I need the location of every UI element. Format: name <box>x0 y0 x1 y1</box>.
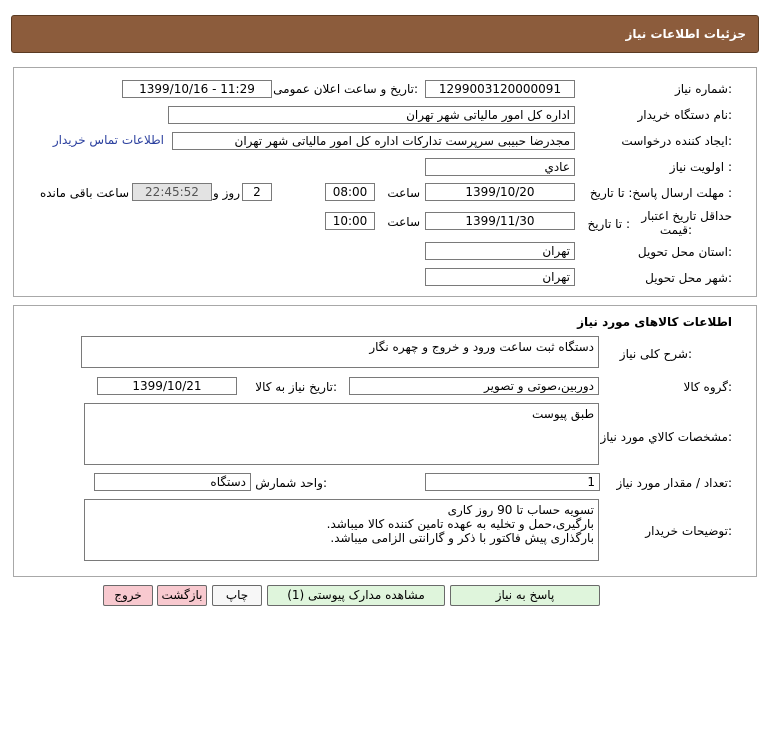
days-label: روز و <box>213 186 240 200</box>
goods-section-title: اطلاعات کالاهای مورد نیاز <box>577 315 732 329</box>
specs-label: مشخصات کالاي مورد نیاز: <box>600 430 732 444</box>
days-field: 2 <box>242 183 272 201</box>
priority-field: عادي <box>425 158 575 176</box>
goods-group-label: گروه کالا: <box>683 380 732 394</box>
reply-button[interactable]: پاسخ به نیاز <box>450 585 600 606</box>
province-label: استان محل تحویل: <box>637 245 732 259</box>
unit-field: دستگاه <box>94 473 251 491</box>
need-number-field: 1299003120000091 <box>425 80 575 98</box>
need-date-field: 1399/10/21 <box>97 377 237 395</box>
province-field: تهران <box>425 242 575 260</box>
page-header <box>11 15 759 53</box>
send-deadline-label: مهلت ارسال پاسخ: تا تاریخ : <box>589 186 732 200</box>
qty-label: تعداد / مقدار مورد نیاز: <box>616 476 732 490</box>
price-valid-label: حداقل تاریخ اعتبار <box>641 209 732 223</box>
unit-label: واحد شمارش: <box>255 476 327 490</box>
general-desc-label: شرح کلی نیاز: <box>619 347 692 361</box>
city-label: شهر محل تحویل: <box>645 271 732 285</box>
qty-field: 1 <box>425 473 600 491</box>
print-button[interactable]: چاپ <box>212 585 262 606</box>
price-valid-to-label: تا تاریخ : <box>587 217 630 231</box>
buyer-note-line: بارگیری،حمل و تخلیه به عهده تامین کننده کالا میباشد. <box>326 517 594 531</box>
need-number-label: شماره نیاز: <box>674 82 732 96</box>
buyer-org-field: اداره کل امور مالیاتی شهر تهران <box>168 106 575 124</box>
send-deadline-date-field: 1399/10/20 <box>425 183 575 201</box>
price-valid-date-field: 1399/11/30 <box>425 212 575 230</box>
remaining-time-field: 22:45:52 <box>132 183 212 201</box>
contact-buyer-link[interactable]: اطلاعات تماس خریدار <box>52 133 164 147</box>
city-field: تهران <box>425 268 575 286</box>
requester-field: مجدرضا حبیبی سرپرست تدارکات اداره کل امور مالیاتی شهر تهران <box>172 132 575 150</box>
price-valid-label-2: قیمت: <box>659 223 692 237</box>
requester-label: ایجاد کننده درخواست: <box>621 134 732 148</box>
priority-label: اولویت نیاز : <box>669 160 732 174</box>
view-attachments-button[interactable]: مشاهده مدارک پیوستی (1) <box>267 585 445 606</box>
remaining-time-label: ساعت باقی مانده <box>39 186 129 200</box>
price-valid-time-field: 10:00 <box>325 212 375 230</box>
announce-label: تاریخ و ساعت اعلان عمومی: <box>273 82 418 96</box>
buyer-note-line: بارگذاری پیش فاکتور با ذکر و گارانتی الزامی میباشد. <box>330 531 594 545</box>
buyer-notes-field <box>84 499 599 561</box>
need-date-label: تاریخ نیاز به کالا: <box>255 380 337 394</box>
buyer-org-label: نام دستگاه خریدار: <box>637 108 732 122</box>
specs-field: طبق پیوست <box>84 403 599 465</box>
exit-button[interactable]: خروج <box>103 585 153 606</box>
goods-group-field: دوربین،صوتی و تصویر <box>349 377 599 395</box>
buyer-notes-label: توضیحات خریدار: <box>645 524 732 538</box>
send-deadline-time-field: 08:00 <box>325 183 375 201</box>
back-button[interactable]: بازگشت <box>157 585 207 606</box>
price-valid-time-label: ساعت <box>387 215 420 229</box>
send-deadline-time-label: ساعت <box>387 186 420 200</box>
page-title: جزئیات اطلاعات نیاز <box>625 27 746 41</box>
need-details-panel <box>13 67 757 297</box>
buyer-note-line: تسویه حساب تا 90 روز کاری <box>447 503 594 517</box>
announce-field: 1399/10/16 - 11:29 <box>122 80 272 98</box>
general-desc-field: دستگاه ثبت ساعت ورود و خروج و چهره نگار <box>81 336 599 368</box>
